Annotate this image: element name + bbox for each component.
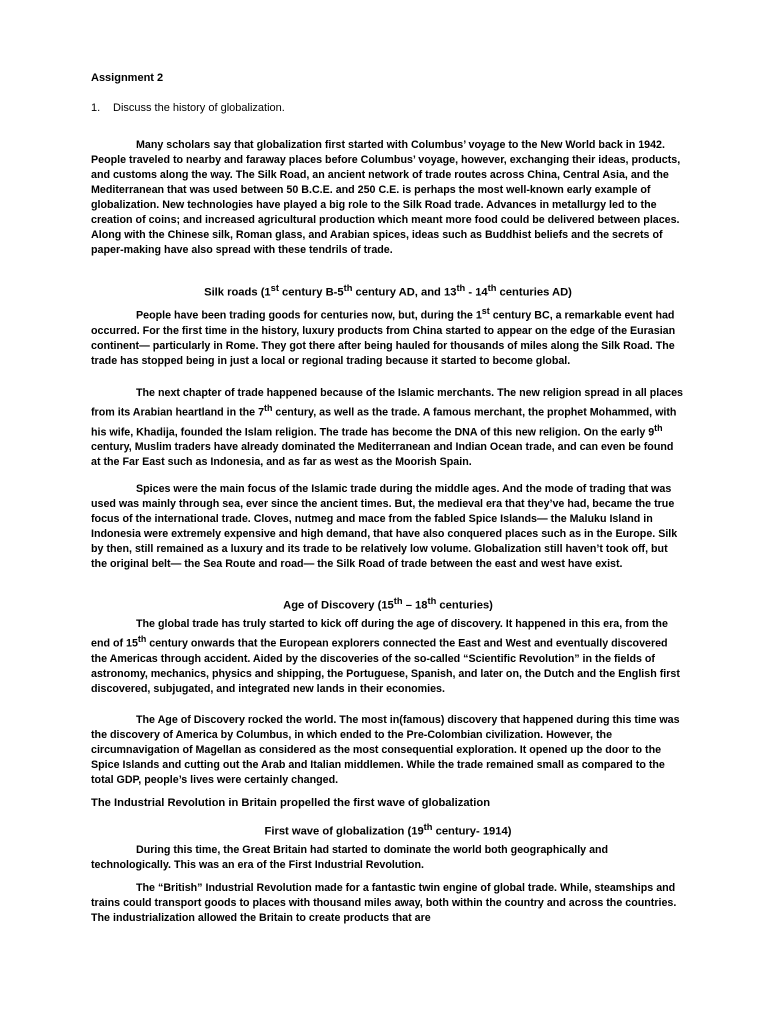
age-of-discovery-heading: Age of Discovery (15th – 18th centuries) xyxy=(283,596,493,612)
silk-paragraph-1: People have been trading goods for centuries now, but, during the 1st century BC, a remarkable event had occurred. For the first time in the history, luxury products from China started to appear on the edge of the Eurasian continent— particularly in Rome. They got there after being hauled for thousands of miles along the Silk Road. The trade has stopped being in just a local or regional trading because it started to become global. xyxy=(91,306,676,367)
first-wave-heading: First wave of globalization (19th century- 1914) xyxy=(264,822,512,838)
industrial-revolution-heading: The Industrial Revolution in Britain propelled the first wave of globalization xyxy=(91,797,491,809)
industrial-paragraph-2: The “British” Industrial Revolution made for a fantastic twin engine of global trade. While, steamships and trains could transport goods to places with thousand miles away, both within the country and across the countries. The industrialization allowed the Britain to create products that are xyxy=(91,882,677,924)
assignment-title: Assignment 2 xyxy=(91,72,164,84)
question-number: 1. xyxy=(91,102,101,114)
silk-paragraph-2: The next chapter of trade happened because of the Islamic merchants. The new religion spread in all places from its Arabian heartland in the 7th century, as well as the trade. A famous merchant, the prophet Mohammed, with his wife, Khadija, founded the Islam religion. The trade has become the DNA of this new religion. On the early 9th century, Muslim traders have already dominated the Mediterranean and Indian Ocean trade, and can even be found at the Far East such as Indonesia, and as far as west as the Moorish Spain. xyxy=(91,387,683,469)
question-line xyxy=(91,102,285,114)
industrial-paragraph-1: During this time, the Great Britain had started to dominate the world both geographically and technologically. This was an era of the First Industrial Revolution. xyxy=(91,844,609,871)
intro-paragraph: Many scholars say that globalization first started with Columbus’ voyage to the New World back in 1942. People traveled to nearby and faraway places before Columbus’ voyage, however, exchanging their ideas, products, and customs along the way. The Silk Road, an ancient network of trade routes across China, Central Asia, and the Mediterranean that was used between 50 B.C.E. and 250 C.E. is perhaps the most well-known early example of globalization. New technologies have played a big role to the Silk Road trade. Advances in metallurgy led to the creation of coins; and increased agricultural production which meant more food could be delivered between places. Along with the Chinese silk, Roman glass, and Arabian spices, ideas such as Buddhist beliefs and the secrets of paper-making have also spread with these tendrils of trade. xyxy=(91,139,681,256)
silk-roads-heading: Silk roads (1st century B-5th century AD, and 13th - 14th centuries AD) xyxy=(204,283,572,299)
silk-paragraph-3: Spices were the main focus of the Islamic trade during the middle ages. And the mode of trading that was used was mainly through sea, ever since the ancient times. But, the medieval era that they’ve had, became the true focus of the international trade. Cloves, nutmeg and mace from the fabled Spice Islands— the Maluku Island in Indonesia were extremely expensive and high demand, that have also conquered places such as in the Europe. Silk by then, still remained as a luxury and its trade to be relatively low volume. Globalization still haven’t took off, but the original belt— the Sea Route and road— the Silk Road of trade between the east and west have exist. xyxy=(91,483,678,570)
question-text: Discuss the history of globalization. xyxy=(113,102,285,114)
discovery-paragraph-2: The Age of Discovery rocked the world. The most in(famous) discovery that happened during this time was the discovery of America by Columbus, in which ended to the Pre-Colombian civilization. However, the circumnavigation of Magellan as considered as the most consequential exploration. It opened up the door to the Spice Islands and cutting out the Arab and Italian middlemen. While the trade remained small as compared to the total GDP, people’s lives were certainly changed. xyxy=(91,714,680,786)
discovery-paragraph-1: The global trade has truly started to kick off during the age of discovery. It happened in this era, from the end of 15th century onwards that the European explorers connected the East and West and eventually discovered the Americas through accident. Aided by the discoveries of the so-called “Scientific Revolution” in the fields of astronomy, mechanics, physics and shipping, the Portuguese, Spanish, and later on, the Dutch and the English first discovered, subjugated, and integrated new lands in their economies. xyxy=(91,618,680,695)
